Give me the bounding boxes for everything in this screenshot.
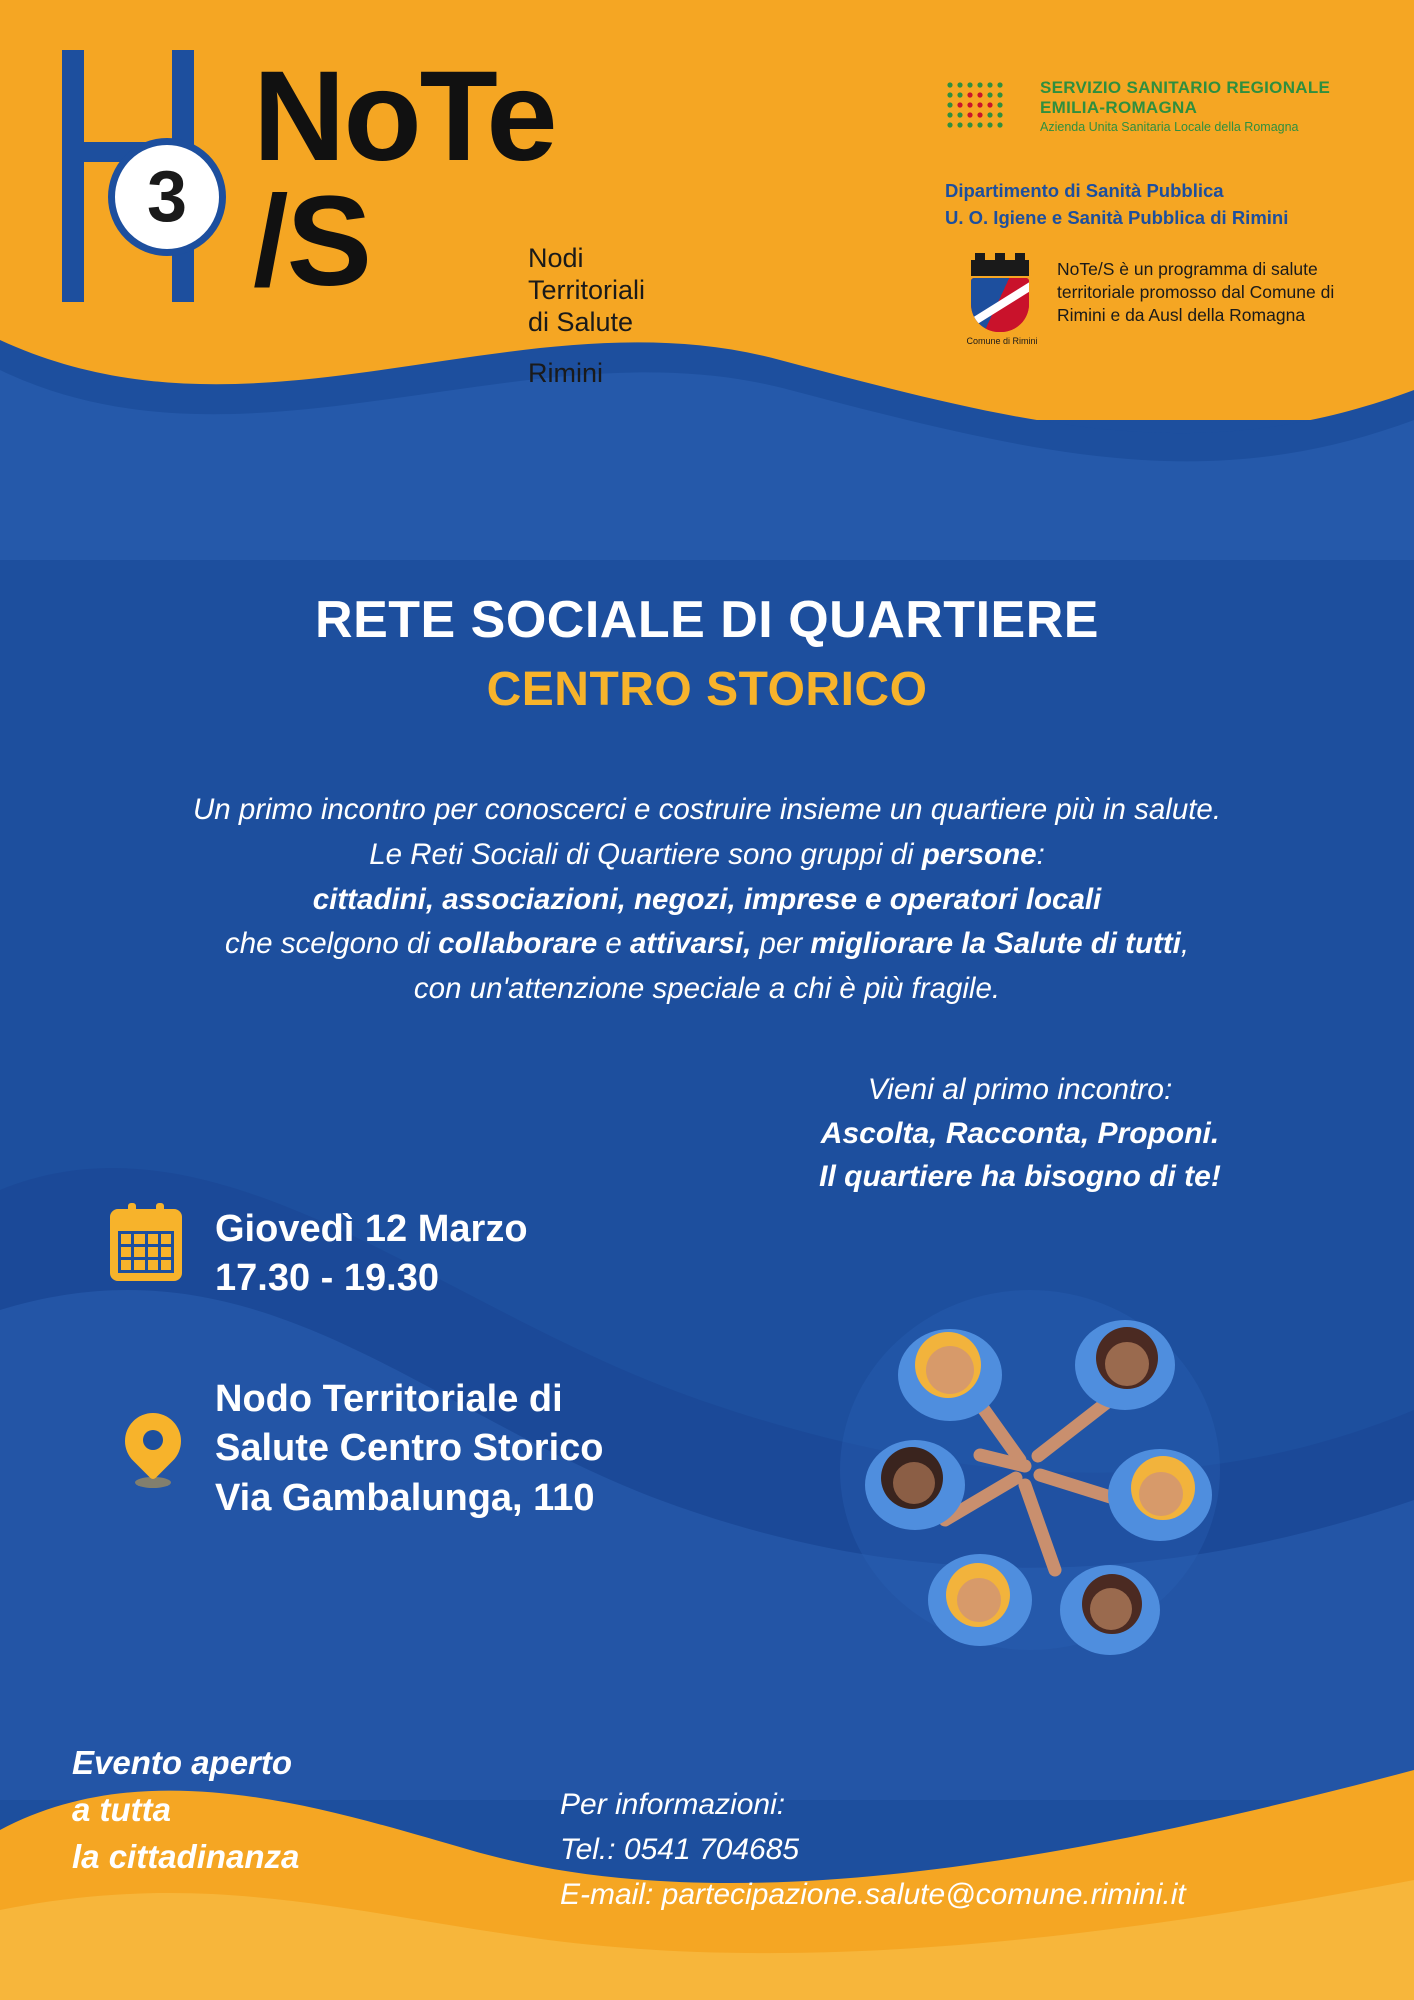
logo-word-note: NoTe xyxy=(253,45,556,188)
open-event-note xyxy=(72,1740,299,1881)
person-6 xyxy=(1060,1565,1160,1655)
people-circle-illustration xyxy=(820,1270,1240,1670)
calendar-icon xyxy=(110,1209,182,1281)
department-text: Dipartimento di Sanità Pubblica U. O. Igiene e Sanità Pubblica di Rimini xyxy=(945,180,1289,228)
contact-line-1: Per informazioni: xyxy=(560,1788,786,1821)
open-event-line-2: a tutta xyxy=(72,1790,171,1828)
logo-number: 3 xyxy=(108,138,226,256)
comune-crest-label: Comune di Rimini xyxy=(966,336,1038,346)
person-2 xyxy=(1075,1320,1175,1410)
person-1 xyxy=(898,1329,1002,1421)
contact-email: E-mail: partecipazione.salute@comune.rimini.it xyxy=(560,1878,1186,1911)
ausl-line-2: EMILIA-ROMAGNA xyxy=(1040,98,1198,117)
cta-line-2: Ascolta, Racconta, Proponi. xyxy=(820,1116,1220,1150)
logo-subtitle: Nodi Territoriali di Salute xyxy=(528,243,646,337)
person-4 xyxy=(1108,1449,1212,1541)
event-location-text xyxy=(215,1375,604,1523)
location-line-1: Nodo Territoriale di xyxy=(215,1378,563,1420)
person-5 xyxy=(928,1554,1032,1646)
open-event-line-3: la cittadinanza xyxy=(72,1837,300,1875)
logo-word-s: /S xyxy=(253,170,370,313)
ausl-line-3: Azienda Unita Sanitaria Locale della Romagna xyxy=(1040,120,1299,134)
logo-city: Rimini xyxy=(528,358,604,388)
event-date-time: 17.30 - 19.30 xyxy=(215,1256,439,1299)
event-date-text xyxy=(215,1205,528,1302)
ausl-line-1: SERVIZIO SANITARIO REGIONALE xyxy=(1040,78,1331,97)
location-line-2: Salute Centro Storico xyxy=(215,1427,604,1470)
page-title: RETE SOCIALE DI QUARTIERE xyxy=(315,591,1099,649)
person-3 xyxy=(865,1440,965,1530)
promo-text: NoTe/S è un programma di salute territoriale promosso dal Comune di Rimini e da Ausl della Romagna xyxy=(1057,259,1335,325)
contact-phone: Tel.: 0541 704685 xyxy=(560,1833,800,1866)
page-subtitle: CENTRO STORICO xyxy=(486,663,928,716)
contact-info xyxy=(560,1782,1380,1917)
open-event-line-1: Evento aperto xyxy=(72,1744,293,1781)
cta-line-1: Vieni al primo incontro: xyxy=(867,1073,1173,1106)
body-paragraph: Un primo incontro per conoscerci e costruire insieme un quartiere più in salute. Le Reti Sociali di Quartiere sono gruppi di persone: cittadini, associazioni, negozi, imprese e operatori locali che scelgono di collaborare e attivarsi, per migliorare la Salute di tutti, con un'attenzione speciale a chi è più fragile. xyxy=(192,793,1222,1006)
cta-line-3: Il quartiere ha bisogno di te! xyxy=(819,1160,1221,1193)
map-pin-icon xyxy=(125,1413,181,1493)
event-date-day: Giovedì 12 Marzo xyxy=(215,1208,528,1250)
call-to-action xyxy=(700,1068,1340,1199)
location-line-3: Via Gambalunga, 110 xyxy=(215,1476,595,1519)
